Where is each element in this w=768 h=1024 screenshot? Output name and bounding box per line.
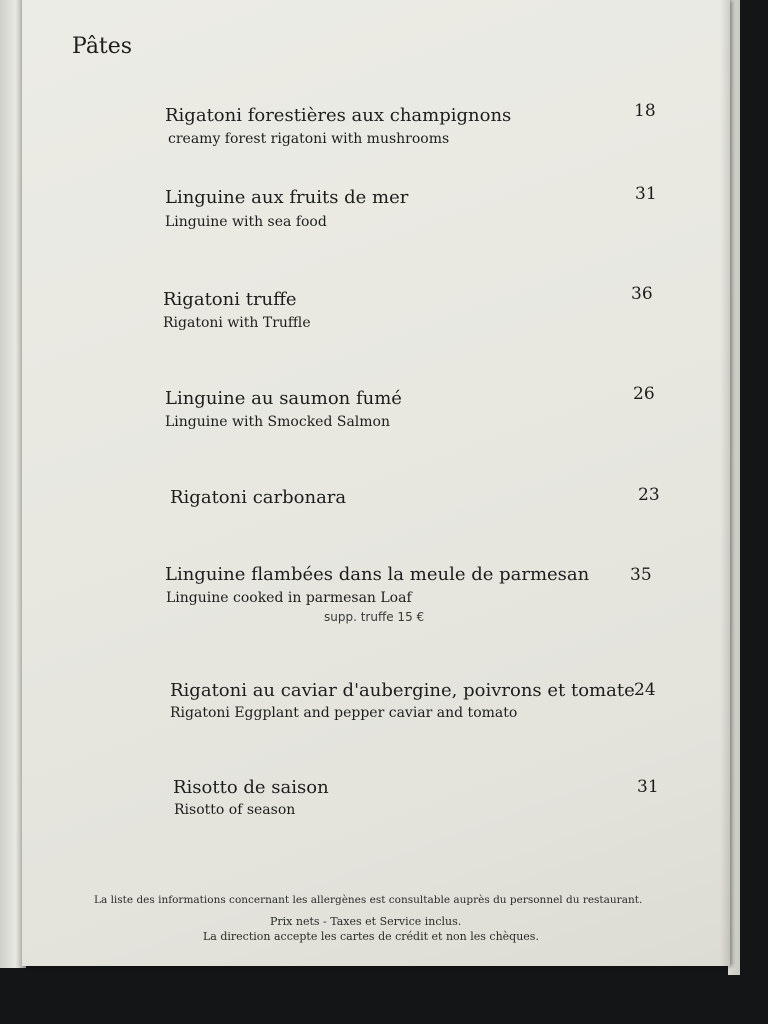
dish-name-en: Rigatoni with Truffle <box>163 315 311 331</box>
dish-name-fr: Rigatoni forestières aux champignons <box>165 105 512 126</box>
dish-price: 23 <box>638 485 660 505</box>
dish-price: 18 <box>634 101 656 121</box>
dish-price: 36 <box>631 284 653 304</box>
dish-price: 31 <box>637 777 659 797</box>
dish-price: 35 <box>630 565 652 585</box>
dish-name-en: Linguine with Smocked Salmon <box>165 414 391 430</box>
dish-price: 31 <box>635 184 657 204</box>
dish-price: 24 <box>634 680 656 700</box>
section-title: Pâtes <box>72 34 133 59</box>
dish-name-en: Linguine with sea food <box>165 214 327 230</box>
dish-name-en: Linguine cooked in parmesan Loaf <box>166 590 412 606</box>
dish-price: 26 <box>633 384 655 404</box>
dish-name-fr: Risotto de saison <box>173 777 329 798</box>
dish-name-fr: Linguine aux fruits de mer <box>165 187 409 208</box>
dish-name-fr: Linguine flambées dans la meule de parmesan <box>165 564 590 585</box>
dish-name-en: Risotto of season <box>174 802 296 818</box>
footer-payment-note: La direction accepte les cartes de crédit et non les chèques. <box>203 930 539 943</box>
footer-prices-note: Prix nets - Taxes et Service inclus. <box>270 915 462 928</box>
footer-allergens-note: La liste des informations concernant les allergènes est consultable auprès du personnel du restaurant. <box>94 894 643 906</box>
dish-name-fr: Rigatoni truffe <box>163 289 297 310</box>
dish-supplement-note: supp. truffe 15 € <box>324 610 425 624</box>
menu-page <box>22 0 730 966</box>
dish-name-fr: Linguine au saumon fumé <box>165 388 402 409</box>
dish-name-en: Rigatoni Eggplant and pepper caviar and tomato <box>170 705 518 721</box>
dish-name-fr: Rigatoni au caviar d'aubergine, poivrons et tomate <box>170 680 635 701</box>
dish-name-en: creamy forest rigatoni with mushrooms <box>168 131 450 147</box>
dish-name-fr: Rigatoni carbonara <box>170 487 347 508</box>
